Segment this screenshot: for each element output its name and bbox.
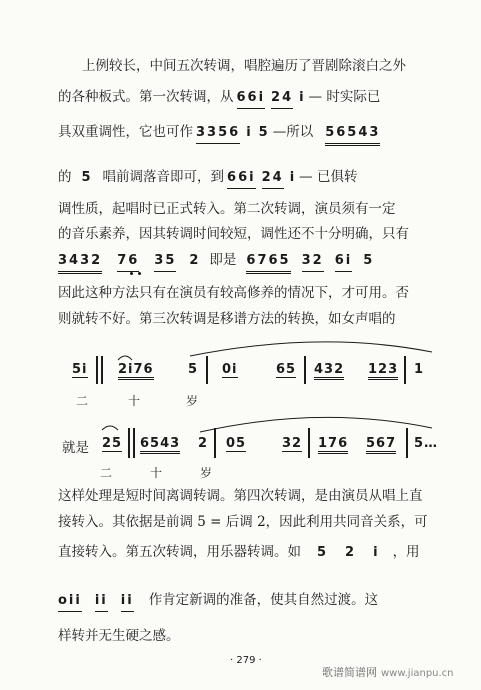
text: 的各种板式。第一次转调，从 [58, 89, 234, 105]
bar-line [214, 428, 216, 458]
text-line: 样转并无生硬之感。 [58, 628, 180, 644]
notation: 5 [258, 125, 270, 140]
notation: 3432 [58, 251, 102, 274]
lyric: 十 [128, 394, 141, 408]
bar-line [128, 428, 130, 458]
text-line: 这样处理是短时间离调转调。第四次转调，是由演员从唱上直 [58, 488, 423, 504]
text-line: 因此这种方法只有在演员有较高修养的情况下，才可用。否 [58, 285, 409, 301]
score-measure: 0i [222, 362, 238, 377]
lyric: 十 [150, 466, 163, 480]
score-measure: 5… [414, 436, 439, 451]
lyric: 二 [76, 394, 89, 408]
bar-line [308, 428, 310, 458]
text: 唱前调落音即可，到 [102, 169, 225, 185]
score-measure: 25 [102, 436, 123, 451]
bar-line [406, 428, 408, 458]
notation: 2 [345, 545, 357, 560]
notation: 6i [335, 251, 353, 272]
watermark-url: www.jianpu.cn [381, 668, 454, 679]
score-measure: 2i76 [118, 362, 154, 380]
lyric: 二 [100, 466, 113, 480]
score-measure: 05 [226, 436, 247, 451]
score-measure: 432 [314, 362, 344, 380]
score-measure: 1 [414, 362, 425, 377]
text: 即是 [209, 252, 237, 268]
bar-line [206, 356, 208, 384]
score-measure: 2 [198, 436, 209, 451]
notation: ii [121, 591, 134, 612]
bar-line [96, 356, 98, 384]
notation: 5 [81, 170, 93, 185]
watermark-site: 歌谱简谱网 [322, 666, 377, 679]
score-measure: 567 [366, 436, 396, 454]
notation: 35 [154, 251, 176, 272]
bar-line [133, 428, 135, 458]
notation: 76 [117, 251, 139, 272]
watermark [322, 664, 454, 680]
notation: i [246, 125, 253, 140]
text-line [58, 590, 448, 612]
text-line [58, 542, 448, 563]
text-line: 则就转不好。第三次转调是移谱方法的转换，如女声唱的 [58, 311, 396, 327]
text-line: 上例较长，中间五次转调，唱腔遍历了晋剧除滚白之外 [82, 58, 406, 74]
notation: 5 [317, 545, 329, 560]
score-measure: 123 [368, 362, 398, 380]
notation: 3356 [196, 123, 240, 144]
lyric: 岁 [200, 466, 213, 480]
text: 作肯定新调的准备，使其自然过渡。这 [148, 592, 379, 608]
score-measure: 5 [188, 362, 199, 377]
bar-line [404, 356, 406, 384]
score-label: 就是 [62, 440, 89, 456]
notation: 32 [302, 251, 324, 272]
score-measure: 6543 [140, 436, 180, 454]
text: 具双重调性，它也可作 [58, 124, 193, 140]
notation: i [289, 170, 297, 185]
notation: 66i [227, 168, 256, 189]
text-line: 接转入。其依据是前调 5 = 后调 2，因此利用共同音关系，可 [58, 514, 428, 530]
text: ，用 [392, 544, 420, 560]
notation: i [373, 545, 380, 560]
notation: i [299, 90, 306, 105]
bar-line [304, 356, 306, 384]
notation: 66i [237, 88, 266, 109]
notation: 24 [262, 168, 284, 189]
text: —所以 [272, 124, 314, 140]
text: — 时实际已 [308, 89, 381, 105]
score-measure: 65 [276, 362, 297, 377]
notation: 24 [271, 88, 293, 109]
lyric: 岁 [186, 394, 199, 408]
score-measure: 5i [72, 362, 88, 377]
bar-line [101, 356, 103, 384]
notation: 5 [363, 253, 375, 268]
page-number: · 279 · [230, 655, 262, 666]
score-measure: 176 [318, 436, 348, 454]
notation: 6765 [246, 251, 290, 274]
text: 直接转入。第五次转调，用乐器转调。如 [58, 544, 301, 560]
notation: oii [58, 591, 82, 612]
score-measure: 32 [282, 436, 303, 451]
text: 的 [58, 169, 72, 185]
notation: 56543 [325, 123, 380, 146]
notation: 2 [189, 253, 201, 268]
text-line: 调性质，起唱时已正式转入。第二次转调，演员须有一定 [58, 201, 396, 217]
text: — 已俱转 [299, 169, 358, 185]
text-line: 的音乐素养，因其转调时间较短，调性还不十分明确，只有 [58, 226, 409, 242]
notation: ii [95, 591, 108, 612]
